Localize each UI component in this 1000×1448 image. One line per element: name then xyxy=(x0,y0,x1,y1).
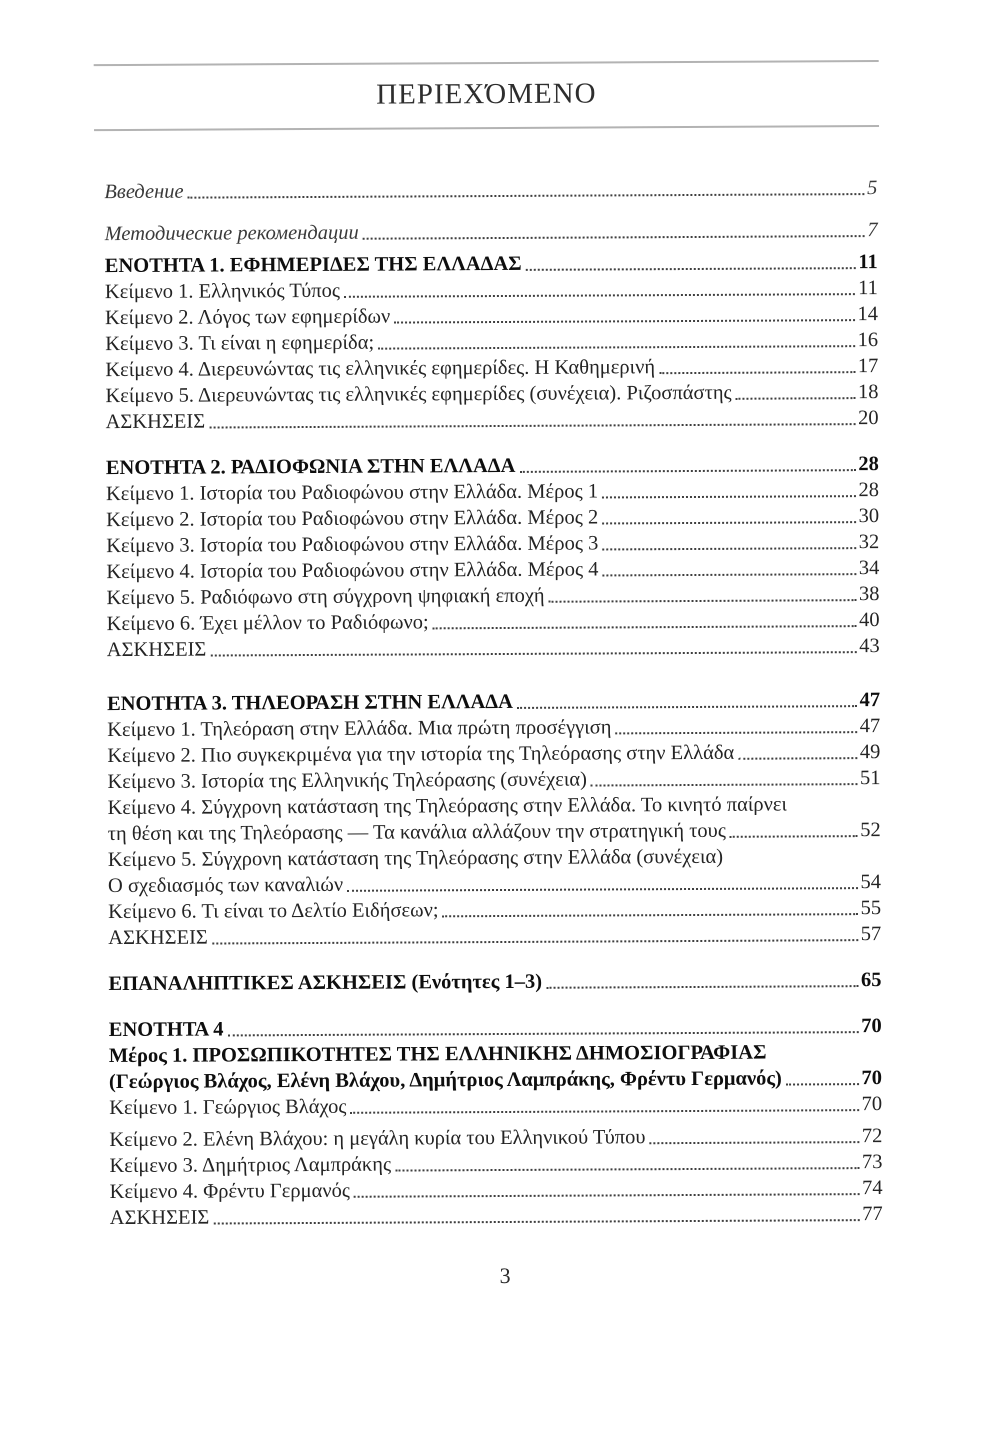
toc-entry-page: 51 xyxy=(859,767,881,790)
toc-entry xyxy=(105,217,878,247)
toc-entry-title: Ο σχεδιασμός των καναλιών xyxy=(107,873,344,898)
toc-leader-dots xyxy=(517,705,857,709)
toc-entry-page: 20 xyxy=(858,407,879,430)
toc-entry xyxy=(107,633,880,663)
toc-entry-title: Κείμενο 2. Λόγος των εφημερίδων xyxy=(104,305,391,330)
toc-entry-title: Κείμενο 6. Τι είναι το Δελτίο Ειδήσεων; xyxy=(108,899,439,924)
toc-leader-dots xyxy=(210,651,856,656)
toc-entry-title: Κείμενο 4. Ιστορία του Ραδιοφώνου στην Ελλάδα. Μέρος 4 xyxy=(106,558,599,584)
toc-entry xyxy=(108,967,881,997)
toc-entry-page: 7 xyxy=(867,219,878,242)
toc-entry-page: 17 xyxy=(857,355,879,378)
toc-leader-dots xyxy=(616,731,857,734)
toc-entry-page: 11 xyxy=(858,277,878,300)
toc-entry-title: ΕΝΟΤΗΤΑ 1. ΕΦΗΜΕΡΙΔΕΣ ΤΗΣ ΕΛΛΑΔΑΣ xyxy=(104,252,522,278)
toc-entry-title: Κείμενο 1. Τηλεόραση στην Ελλάδα. Μια πρώτη προσέγγιση xyxy=(107,716,612,742)
toc-entry xyxy=(105,249,878,279)
toc-leader-dots xyxy=(602,573,855,576)
toc-entry-page: 5 xyxy=(867,177,878,200)
toc-entry-page: 30 xyxy=(858,505,880,528)
toc-entry xyxy=(106,581,879,611)
toc-entry-page: 72 xyxy=(861,1125,883,1148)
toc-leader-dots xyxy=(378,345,855,349)
toc-entry-page: 55 xyxy=(860,897,882,920)
toc-entry xyxy=(107,687,880,717)
toc-entry xyxy=(105,379,878,409)
page-number: 3 xyxy=(499,1262,511,1289)
toc-leader-dots xyxy=(350,1109,858,1114)
toc-entry-page: 54 xyxy=(860,871,882,894)
toc-entry-page: 40 xyxy=(859,609,880,632)
toc-leader-dots xyxy=(602,495,855,498)
toc-entry xyxy=(108,791,881,821)
toc-leader-dots xyxy=(591,783,857,786)
toc-entry-title: ΑΣΚΗΣΕΙΣ xyxy=(106,638,207,662)
toc-entry xyxy=(107,607,880,637)
document-page xyxy=(0,59,1000,1447)
toc-entry-page: 70 xyxy=(861,1067,883,1090)
toc-entry-page: 57 xyxy=(860,923,882,946)
toc-entry xyxy=(106,477,879,507)
toc-entry-page: 49 xyxy=(859,741,881,764)
toc-entry xyxy=(106,555,879,585)
toc-leader-dots xyxy=(736,397,855,400)
toc-leader-dots xyxy=(228,1031,859,1036)
toc-entry xyxy=(108,869,881,899)
toc-entry-title: ΑΣΚΗΣΕΙΣ xyxy=(109,1206,210,1230)
toc-entry-title: ΑΣΚΗΣΕΙΣ xyxy=(105,410,206,434)
toc-entry-title: τη θέση και της Τηλεόρασης — Τα κανάλια αλλάζουν την στρατηγική τους xyxy=(107,819,726,846)
toc-entry-page: 73 xyxy=(861,1151,883,1174)
toc-entry-page: 47 xyxy=(859,689,881,712)
toc-leader-dots xyxy=(738,757,857,760)
toc-entry xyxy=(109,1065,882,1095)
toc-entry xyxy=(109,1149,882,1179)
toc-entry xyxy=(106,451,879,481)
toc-entry xyxy=(109,1123,882,1153)
toc-entry xyxy=(106,529,879,559)
toc-entry-page: 34 xyxy=(858,557,880,580)
toc-entry xyxy=(110,1175,883,1205)
toc-leader-dots xyxy=(394,319,854,323)
toc-entry-title: ΕΠΑΝΑΛΗΠΤΙΚΕΣ ΑΣΚΗΣΕΙΣ (Ενότητες 1–3) xyxy=(108,970,543,996)
toc-entry-page: 18 xyxy=(857,381,879,404)
toc-leader-dots xyxy=(602,521,855,524)
toc-entry-title: Κείμενο 4. Διερευνώντας τις ελληνικές εφημερίδες. Η Καθημερινή xyxy=(105,356,656,382)
toc-entry xyxy=(108,843,881,873)
toc-leader-dots xyxy=(546,985,858,989)
toc-entry-page: 11 xyxy=(858,251,878,274)
toc-leader-dots xyxy=(433,625,856,629)
toc-entry xyxy=(106,405,879,435)
toc-entry-title: Введение xyxy=(104,180,184,204)
toc-leader-dots xyxy=(526,267,856,271)
toc-entry xyxy=(105,327,878,357)
toc-entry-title: Κείμενο 2. Ιστορία του Ραδιοφώνου στην Ελλάδα. Μέρος 2 xyxy=(106,506,599,532)
toc-entry xyxy=(110,1201,883,1231)
toc-entry-page: 32 xyxy=(858,531,880,554)
toc-entry xyxy=(108,921,881,951)
toc-entry-title: (Γεώργιος Βλάχος, Ελένη Βλάχου, Δημήτριος Λαμπράκης, Φρέντυ Γερμανός) xyxy=(108,1067,782,1094)
toc-entry-page: 43 xyxy=(859,635,880,658)
toc-leader-dots xyxy=(212,939,858,944)
toc-leader-dots xyxy=(344,293,855,298)
toc-leader-dots xyxy=(363,235,865,240)
toc-leader-dots xyxy=(650,1141,859,1144)
toc-entry-title: Κείμενο 4. Φρέντυ Γερμανός xyxy=(109,1179,351,1204)
toc-entry-title: Κείμενο 3. Ιστορία του Ραδιοφώνου στην Ελλάδα. Μέρος 3 xyxy=(106,532,599,558)
toc-entry xyxy=(109,1039,882,1069)
toc-entry-title: Κείμενο 5. Ραδιόφωνο στη σύγχρονη ψηφιακή εποχή xyxy=(106,584,545,610)
toc-entry-title: ΑΣΚΗΣΕΙΣ xyxy=(108,926,208,950)
toc-leader-dots xyxy=(395,1167,859,1171)
toc-leader-dots xyxy=(602,547,855,550)
toc-entry-page: 16 xyxy=(857,329,879,352)
toc-leader-dots xyxy=(659,371,855,374)
toc-entry-title: Κείμενο 5. Διερευνώντας τις ελληνικές εφημερίδες (συνέχεια). Ριζοσπάστης xyxy=(105,381,732,408)
toc-entry-title: Κείμενο 3. Δημήτριος Λαμπράκης xyxy=(109,1153,392,1178)
title-rule-bottom xyxy=(94,125,879,131)
toc-entry-title: ΕΝΟΤΗΤΑ 3. ΤΗΛΕΟΡΑΣΗ ΣΤΗΝ ΕΛΛΑΔΑ xyxy=(106,690,513,716)
toc-entry xyxy=(107,713,880,743)
toc-entry xyxy=(107,739,880,769)
toc-entry-title: ΕΝΟΤΗΤΑ 2. ΡΑΔΙΟΦΩΝΙΑ ΣΤΗΝ ΕΛΛΑΔΑ xyxy=(105,454,516,480)
toc-leader-dots xyxy=(209,423,855,428)
toc-leader-dots xyxy=(549,599,856,603)
toc-entry xyxy=(104,175,877,205)
toc-entry xyxy=(105,353,878,383)
toc-leader-dots xyxy=(354,1193,859,1198)
toc-entry xyxy=(108,895,881,925)
toc-leader-dots xyxy=(188,193,865,199)
toc-entry-page: 14 xyxy=(857,303,879,326)
toc-entry xyxy=(107,765,880,795)
toc-entry-page: 77 xyxy=(862,1203,883,1226)
toc-entry xyxy=(105,301,878,331)
toc-entry-title: Κείμενο 4. Σύγχρονη κατάσταση της Τηλεόρασης στην Ελλάδα. Το κινητό παίρνει xyxy=(107,793,788,820)
toc-entry-page: 52 xyxy=(860,819,881,842)
toc-entry-title: Κείμενο 1. Γεώργιος Βλάχος xyxy=(109,1095,347,1120)
table-of-contents xyxy=(104,175,882,1231)
toc-entry-page: 28 xyxy=(858,453,879,476)
toc-entry-title: ΕΝΟΤΗΤΑ 4 xyxy=(108,1018,224,1042)
toc-entry-title: Κείμενο 1. Ιστορία του Ραδιοφώνου στην Ελλάδα. Μέρος 1 xyxy=(105,480,599,506)
toc-entry-title: Κείμενο 5. Σύγχρονη κατάσταση της Τηλεόρασης στην Ελλάδα (συνέχεια) xyxy=(107,845,724,872)
toc-entry-page: 70 xyxy=(861,1093,883,1116)
toc-entry-page: 38 xyxy=(858,583,880,606)
toc-leader-dots xyxy=(786,1083,859,1085)
toc-leader-dots xyxy=(213,1219,859,1224)
toc-entry xyxy=(106,503,879,533)
toc-entry-title: Κείμενο 3. Ιστορία της Ελληνικής Τηλεόρασης (συνέχεια) xyxy=(107,768,587,794)
toc-entry xyxy=(108,817,881,847)
toc-leader-dots xyxy=(730,835,857,838)
toc-entry-page: 65 xyxy=(860,969,882,992)
toc-entry xyxy=(105,275,878,305)
toc-entry-page: 28 xyxy=(858,479,879,502)
toc-entry-title: Κείμενο 2. Πιο συγκεκριμένα για την ιστορία της Τηλεόρασης στην Ελλάδα xyxy=(107,741,735,768)
toc-entry-title: Κείμενο 6. Έχει μέλλον το Ραδιόφωνο; xyxy=(106,611,429,636)
toc-leader-dots xyxy=(519,469,855,473)
toc-entry-page: 70 xyxy=(861,1015,882,1038)
toc-entry-title: Κείμενο 1. Ελληνικός Τύπος xyxy=(104,279,340,304)
toc-entry-title: Методические рекомендации xyxy=(104,221,359,246)
toc-entry-title: Κείμενο 2. Ελένη Βλάχου: η μεγάλη κυρία του Ελληνικού Τύπου xyxy=(109,1126,646,1152)
toc-entry-title: Κείμενο 3. Τι είναι η εφημερίδα; xyxy=(105,331,375,356)
toc-entry-page: 47 xyxy=(859,715,881,738)
toc-entry-title: Μέρος 1. ΠΡΟΣΩΠΙΚΟΤΗΤΕΣ ΤΗΣ ΕΛΛΗΝΙΚΗΣ ΔΗΜΟΣΙΟΓΡΑΦΙΑΣ xyxy=(108,1041,767,1068)
toc-entry xyxy=(109,1091,882,1121)
toc-entry xyxy=(109,1013,882,1043)
toc-leader-dots xyxy=(347,887,857,892)
toc-entry-page: 74 xyxy=(862,1177,883,1200)
toc-leader-dots xyxy=(443,913,858,917)
page-title: ΠΕΡΙΕΧΌΜΕΝΟ xyxy=(376,77,597,111)
title-rule-top xyxy=(94,60,879,66)
